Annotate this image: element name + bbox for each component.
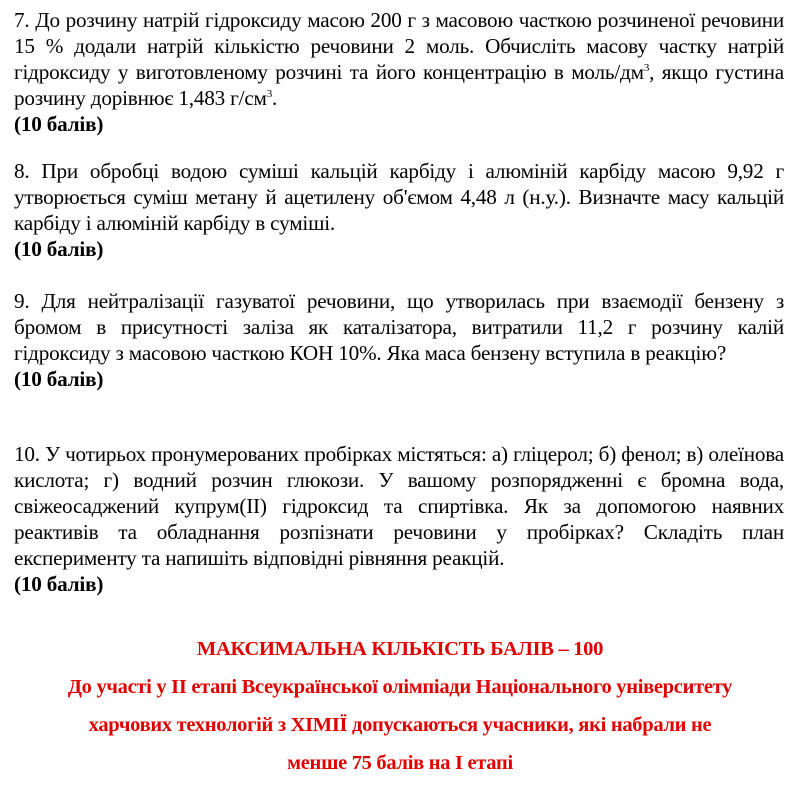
notice-line-2: харчових технологій з ХІМІЇ допускаються учасники, які набрали не [88, 714, 712, 736]
superscript: 3 [266, 88, 273, 100]
task-8-points: (10 балів) [14, 237, 104, 261]
task-8 [14, 158, 784, 262]
task-10 [14, 441, 784, 597]
task-7-text: 7. До розчину натрій гідроксиду масою 200 г з масовою часткою розчиненої речовини 15 % додали натрій кількістю речовини 2 моль. Обчисліть масову частку натрій гідроксиду у виготовленому розчині та його концентрацію в моль/$дм^3$, якщо густина розчину дорівнює 1,483 $г/см^3$. [14, 8, 784, 110]
task-8-text: 8. При обробці водою суміші кальцій карбіду і алюміній карбіду масою 9,92 г утворюється суміш метану й ацетилену об'ємом 4,48 л (н.у.). Визначте масу кальцій карбіду і алюміній карбіду в суміші. [14, 159, 784, 235]
max-points-heading: МАКСИМАЛЬНА КІЛЬКІСТЬ БАЛІВ – 100 [196, 638, 604, 660]
task-9-text: 9. Для нейтралізації газуватої речовини, що утворилась при взаємодії бензену з бромом в присутності заліза як каталізатора, витратили 11,2 г розчину калій гідроксиду з масовою часткою КОН 10%. Яка маса бензену вступила в реакцію? [14, 289, 784, 365]
footer-notice [0, 630, 800, 782]
task-number: 10. [14, 442, 40, 466]
task-10-points: (10 балів) [14, 572, 104, 596]
task-9-points: (10 балів) [14, 367, 104, 391]
task-10-text: 10. У чотирьох пронумерованих пробірках містяться: а) гліцерол; б) фенол; в) олеїнова кислота; г) водний розчин глюкози. У вашому розпорядженні є бромна вода, свіжеосаджений купрум(II) гідроксид та спиртівка. Як за допомогою наявних реактивів та обладнання розпізнати речовини у пробірках? Складіть план експерименту та напишіть відповідні рівняння реакцій. [14, 442, 784, 570]
superscript: 3 [643, 62, 650, 74]
notice-line-1: До участі у ІІ етапі Всеукраїнської олімпіади Національного університету [67, 676, 733, 698]
task-7-points: (10 балів) [14, 112, 104, 136]
task-number: 7. [14, 8, 30, 32]
task-9 [14, 288, 784, 392]
notice-line-3: менше 75 балів на І етапі [287, 752, 513, 774]
task-7 [14, 7, 784, 137]
task-number: 8. [14, 159, 30, 183]
task-number: 9. [14, 289, 30, 313]
